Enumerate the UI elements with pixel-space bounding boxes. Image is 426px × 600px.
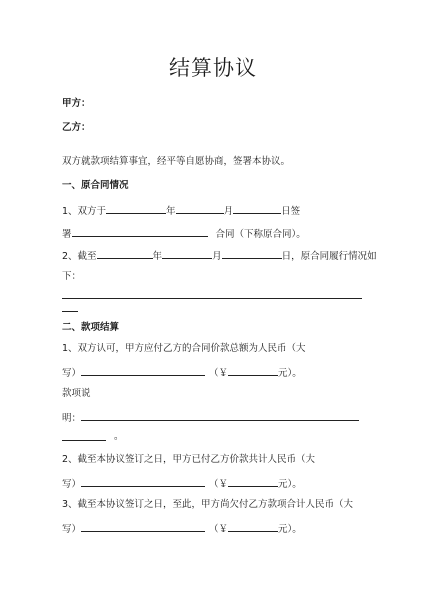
item1-text-c: （￥ (209, 368, 229, 379)
section2-heading: 二、款项结算 (62, 322, 120, 333)
note-label: 款项说 (62, 388, 91, 399)
performance-rule (62, 298, 362, 299)
blank-day (233, 204, 281, 214)
item2-text-d: 元）。 (278, 479, 302, 490)
blank-day-2 (222, 249, 282, 259)
item1-line2 (62, 366, 302, 380)
intro-text: 双方就款项结算事宜，经平等自愿协商，签署本协议。 (62, 156, 291, 167)
blank-amount-num-1 (228, 366, 278, 376)
item3-line1: 3、截至本协议签订之日，至此，甲方尚欠付乙方款项合计人民币（大 (62, 499, 354, 510)
note-text-b: 明： (62, 413, 82, 424)
blank-year-2 (97, 249, 153, 259)
item3-text-d: 元）。 (278, 524, 302, 535)
item2-text-c: （￥ (209, 479, 229, 490)
item3-line2 (62, 522, 302, 536)
line3-text-d: 日，原合同履行情况如 (281, 251, 377, 262)
line1-text-d: 日签 (281, 206, 301, 217)
blank-note (81, 411, 359, 421)
line3-text-c: 月 (212, 251, 222, 262)
note-rule-tail (62, 440, 106, 441)
item3-text-c: （￥ (209, 524, 229, 535)
line1-text-a: 1、双方于 (62, 206, 107, 217)
party-b-label: 乙方： (62, 122, 91, 133)
blank-amount-num-3 (228, 522, 278, 532)
blank-amount-words-1 (81, 366, 205, 376)
section1-heading: 一、原合同情况 (62, 180, 129, 191)
blank-contract-name (72, 227, 208, 237)
line3-text-a: 2、截至 (62, 251, 97, 262)
section1-line3 (62, 249, 377, 263)
line2-text-a: 署 (62, 229, 72, 240)
line2-text-b: 合同（下称原合同）。 (215, 229, 306, 240)
section1-line4: 下： (62, 271, 82, 282)
note-end-mark: 。 (114, 431, 124, 442)
blank-amount-num-2 (228, 477, 278, 487)
item3-text-b: 写） (62, 524, 82, 535)
item2-line2 (62, 477, 302, 491)
line1-text-c: 月 (223, 206, 234, 217)
line1-text-b: 年 (166, 206, 176, 217)
performance-rule-tail (62, 311, 78, 312)
item1-text-d: 元）。 (278, 368, 302, 379)
item2-line1: 2、截至本协议签订之日，甲方已付乙方价款共计人民币（大 (62, 454, 316, 465)
item1-text-b: 写） (62, 368, 82, 379)
section1-line1 (62, 204, 300, 218)
party-a-label: 甲方： (62, 98, 91, 109)
blank-amount-words-2 (81, 477, 205, 487)
blank-amount-words-3 (81, 522, 205, 532)
blank-month (176, 204, 224, 214)
section1-line2 (62, 227, 306, 241)
line3-text-b: 年 (152, 251, 163, 262)
document-title: 结算协议 (169, 56, 257, 80)
note-line (62, 411, 359, 425)
item2-text-b: 写） (62, 479, 82, 490)
blank-year (106, 204, 166, 214)
item1-line1: 1、双方认可，甲方应付乙方的合同价款总额为人民币（大 (62, 343, 306, 354)
blank-month-2 (162, 249, 212, 259)
